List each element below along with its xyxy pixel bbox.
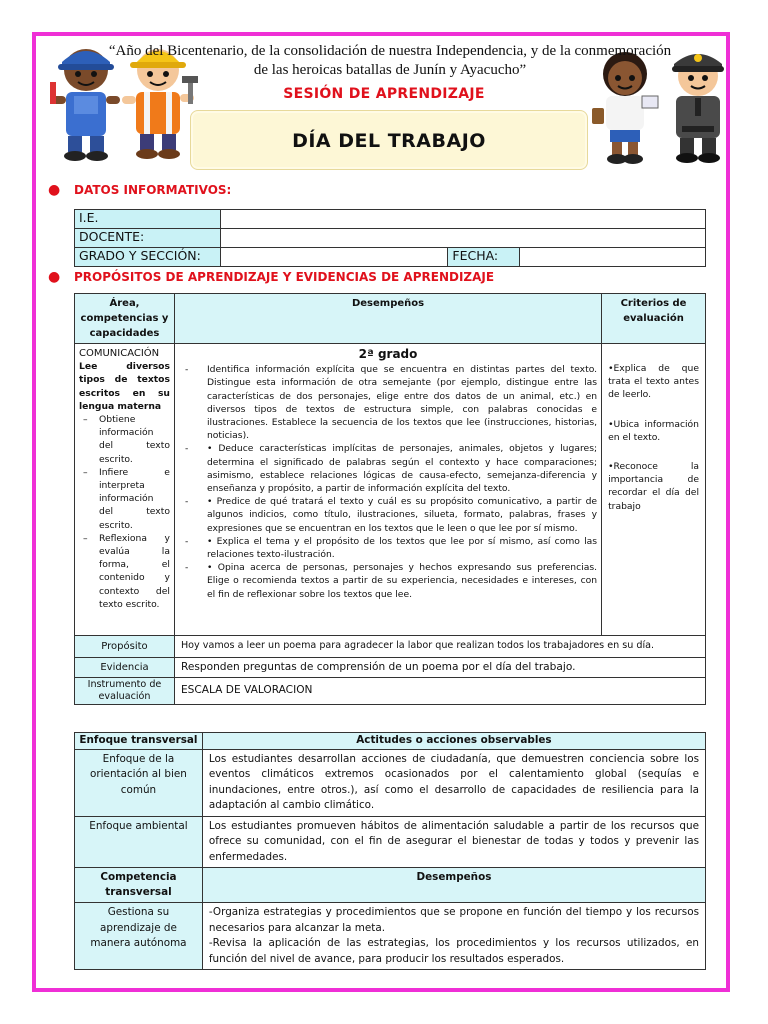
bullet-icon: ●: [48, 269, 61, 285]
competencia-line: -Organiza estrategias y procedimientos que se propone en función del tiempo y los recursos necesarios para alcanzar la meta.: [208, 906, 699, 934]
ie-value[interactable]: [220, 210, 705, 229]
col-criterios: Criterios de evaluación: [602, 294, 706, 344]
capacidades-list: [79, 413, 170, 611]
propositos-heading: [48, 269, 495, 285]
desempeno-item: - • Explica el tema y el propósito de los textos que lee por sí mismo, así como las relaciones texto-ilustración.: [179, 535, 597, 561]
propositos-heading-text: PROPÓSITOS DE APRENDIZAJE Y EVIDENCIAS DE APRENDIZAJE: [74, 270, 495, 284]
capacidad-item: – Infiere e interpreta información del texto escrito.: [79, 466, 170, 532]
bullet-icon: ●: [48, 182, 61, 198]
criterio-item: •Reconoce la importancia de recordar el día del trabajo: [608, 461, 699, 512]
page-title: DÍA DEL TRABAJO: [292, 130, 486, 152]
instrumento-text: ESCALA DE VALORACION: [174, 678, 705, 705]
capacidad-item: – Reflexiona y evalúa la forma, el contenido y contexto del texto escrito.: [79, 532, 170, 611]
fecha-value[interactable]: [520, 248, 706, 267]
desempeno-item: - • Deduce características implícitas de personajes, animales, objetos y lugares; determina el significado de palabras según el contexto y hace comparaciones; asimismo, establece relaciones lógicas de causa-efecto, semejanza-diferencia y enseñanza y propósito, a partir de información explícita del texto.: [179, 442, 597, 495]
proposito-label: Propósito: [75, 636, 175, 658]
enfoque-name: Enfoque de la orientación al bien común: [75, 749, 203, 816]
col-enfoque: Enfoque transversal: [75, 733, 203, 750]
col-desempenos-transversal: Desempeños: [202, 868, 705, 903]
desempeno-item: - Identifica información explícita que se encuentra en distintas partes del texto. Distingue esta información de otra semejante (por ejemplo, distingue entre las características de dos personajes, elige entre dos datos de un animal, etc.) en diversos tipos de textos de estructura simple, con palabras conocidas e ilustraciones. Establece la secuencia de los textos que lee (instrucciones, historias, noticias).: [179, 363, 597, 442]
title-box: [190, 110, 588, 170]
motto-line-2: de las heroicas batallas de Junín y Ayacucho”: [253, 62, 527, 78]
datos-heading: [48, 182, 232, 198]
fecha-label: FECHA:: [448, 248, 520, 267]
instrumento-label: Instrumento de evaluación: [75, 678, 175, 705]
desempenos-list: [179, 363, 597, 601]
proposito-text: Hoy vamos a leer un poema para agradecer la labor que realizan todos los trabajadores en su día.: [174, 636, 705, 658]
evidencia-text: Responden preguntas de comprensión de un poema por el día del trabajo.: [174, 658, 705, 678]
session-label: SESIÓN DE APRENDIZAJE: [283, 86, 485, 102]
area-name: COMUNICACIÓN: [79, 348, 160, 359]
competencia-line: -Revisa la aplicación de las estrategias, los procedimientos y los recursos utilizados, en función del nivel de avance, para producir los resultados esperados.: [208, 937, 699, 965]
enfoques-table: [74, 732, 706, 970]
ie-label: I.E.: [75, 210, 221, 229]
grado-value[interactable]: [220, 248, 448, 267]
col-desempenos: Desempeños: [174, 294, 601, 344]
datos-table: [74, 209, 706, 267]
desempeno-item: - • Predice de qué tratará el texto y cuál es su propósito comunicativo, a partir de algunos indicios, como título, ilustraciones, silueta, formato, palabras, frases y expresiones que se encuentran en los textos que le leen o que lee por sí mismo.: [179, 495, 597, 535]
national-motto: [90, 42, 690, 80]
col-competencia: Competencia transversal: [75, 868, 203, 903]
evidencia-label: Evidencia: [75, 658, 175, 678]
docente-label: DOCENTE:: [75, 229, 221, 248]
enfoque-name: Enfoque ambiental: [75, 816, 203, 868]
criterios-cell: [602, 344, 706, 636]
area-cell: [75, 344, 175, 636]
docente-value[interactable]: [220, 229, 705, 248]
competencia-desempenos: [202, 903, 705, 970]
enfoque-text: Los estudiantes desarrollan acciones de ciudadanía, que demuestren conciencia sobre los eventos climáticos extremos ocasionados por el calentamiento global (sequías e inundaciones, entre otros.), así como el desarrollo de capacidades de resiliencia para la adaptación al cambio climático.: [202, 749, 705, 816]
propositos-table: [74, 293, 706, 705]
enfoque-text: Los estudiantes promueven hábitos de alimentación saludable a partir de los recursos que ofrece su comunidad, con el fin de asegurar el bienestar de todas y todos y prevenir las enfermedades.: [202, 816, 705, 868]
desempenos-cell: [174, 344, 601, 636]
grado-label: GRADO Y SECCIÓN:: [75, 248, 221, 267]
col-actitudes: Actitudes o acciones observables: [202, 733, 705, 750]
capacidad-item: – Obtiene información del texto escrito.: [79, 413, 170, 466]
competencia: Lee diversos tipos de textos escritos en su lengua materna: [79, 361, 170, 412]
criterio-item: •Ubica información en el texto.: [608, 418, 699, 443]
motto-line-1: “Año del Bicentenario, de la consolidación de nuestra Independencia, y de la conmemoración: [108, 43, 672, 59]
competencia-name: Gestiona su aprendizaje de manera autónoma: [75, 903, 203, 970]
datos-heading-text: DATOS INFORMATIVOS:: [74, 183, 232, 197]
desempeno-item: - • Opina acerca de personas, personajes y hechos expresando sus preferencias. Elige o recomienda textos a partir de su experiencia, necesidades e intereses, con el fin de reflexionar sobre los textos que lee.: [179, 561, 597, 601]
criterio-item: •Explica de que trata el texto antes de leerlo.: [608, 363, 699, 401]
col-area: Área, competencias y capacidades: [75, 294, 175, 344]
grade-label: 2ª grado: [358, 347, 418, 361]
